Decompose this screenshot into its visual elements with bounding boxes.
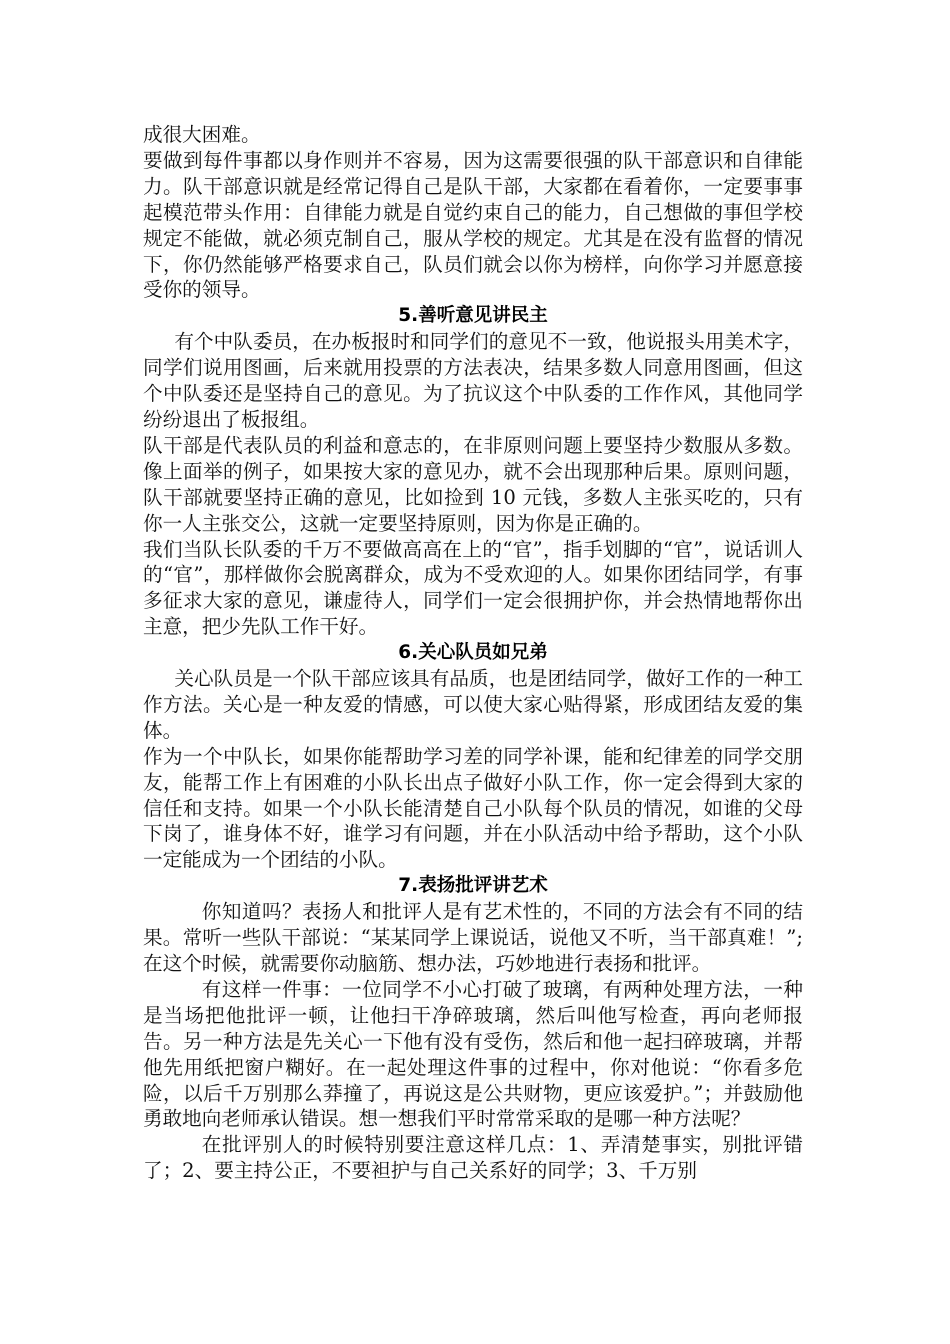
section-5-paragraph-3: 我们当队长队委的千万不要做高高在上的“官”，指手划脚的“官”，说话训人的“官”，那样做你会脱离群众，成为不受欢迎的人。如果你团结同学，有事多征求大家的意见，谦虚待人，同学们一定会很拥护你，并会热情地帮你出主意，把少先队工作干好。 xyxy=(143,537,803,639)
section-7-heading: 7.表扬批评讲艺术 xyxy=(398,875,548,897)
section-5-paragraph-2: 队干部是代表队员的利益和意志的，在非原则问题上要坚持少数服从多数。像上面举的例子，如果按大家的意见办，就不会出现那种后果。原则问题，队干部就要坚持正确的意见，比如捡到 10 元钱，多数人主张买吃的，只有你一人主张交公，这就一定要坚持原则，因为你是正确的。 xyxy=(143,433,803,535)
section-5-heading: 5.善听意见讲民主 xyxy=(398,305,548,327)
document-body xyxy=(143,122,803,1184)
section-7-paragraph-1: 你知道吗？表扬人和批评人是有艺术性的，不同的方法会有不同的结果。常听一些队干部说：“某某同学上课说话，说他又不听，当干部真难！”;在这个时候，就需要你动脑筋、想办法，巧妙地进行表扬和批评。 xyxy=(143,900,803,975)
section-7-paragraph-2: 有这样一件事：一位同学不小心打破了玻璃，有两种处理方法，一种是当场把他批评一顿，让他扫干净碎玻璃，然后叫他写检查，再向老师报告。另一种方法是先关心一下他有没有受伤，然后和他一起扫碎玻璃，并帮他先用纸把窗户糊好。在一起处理这件事的过程中，你对他说：“你看多危险，以后千万别那么莽撞了，再说这是公共财物，更应该爱护。”；并鼓励他勇敢地向老师承认错误。想一想我们平时常常采取的是哪一种方法呢？ xyxy=(143,977,803,1131)
section-7-paragraph-3: 在批评别人的时候特别要注意这样几点：1、弄清楚事实，别批评错了；2、要主持公正，不要袒护与自己关系好的同学；3、千万别 xyxy=(143,1133,803,1183)
intro-paragraph: 要做到每件事都以身作则并不容易，因为这需要很强的队干部意识和自律能力。队干部意识就是经常记得自己是队干部，大家都在看着你，一定要事事起模范带头作用：自律能力就是自觉约束自己的能力，自己想做的事但学校规定不能做，就必须克制自己，服从学校的规定。尤其是在没有监督的情况下，你仍然能够严格要求自己，队员们就会以你为榜样，向你学习并愿意接受你的领导。 xyxy=(143,148,803,302)
section-5-paragraph-1: 有个中队委员，在办板报时和同学们的意见不一致，他说报头用美术字，同学们说用图画，后来就用投票的方法表决，结果多数人同意用图画，但这个中队委还是坚持自己的意见。为了抗议这个中队委的工作作风，其他同学纷纷退出了板报组。 xyxy=(143,330,803,431)
section-6-heading: 6.关心队员如兄弟 xyxy=(398,642,548,664)
section-6-paragraph-1: 关心队员是一个队干部应该具有品质，也是团结同学，做好工作的一种工作方法。关心是一种友爱的情感，可以使大家心贴得紧，形成团结友爱的集体。 xyxy=(143,667,803,742)
section-6-paragraph-2: 作为一个中队长，如果你能帮助学习差的同学补课，能和纪律差的同学交朋友，能帮工作上有困难的小队长出点子做好小队工作，你一定会得到大家的信任和支持。如果一个小队长能清楚自己小队每个队员的情况，如谁的父母下岗了，谁身体不好，谁学习有问题，并在小队活动中给予帮助，这个小队一定能成为一个团结的小队。 xyxy=(143,744,803,872)
continuation-text: 成很大困难。 xyxy=(143,123,261,146)
